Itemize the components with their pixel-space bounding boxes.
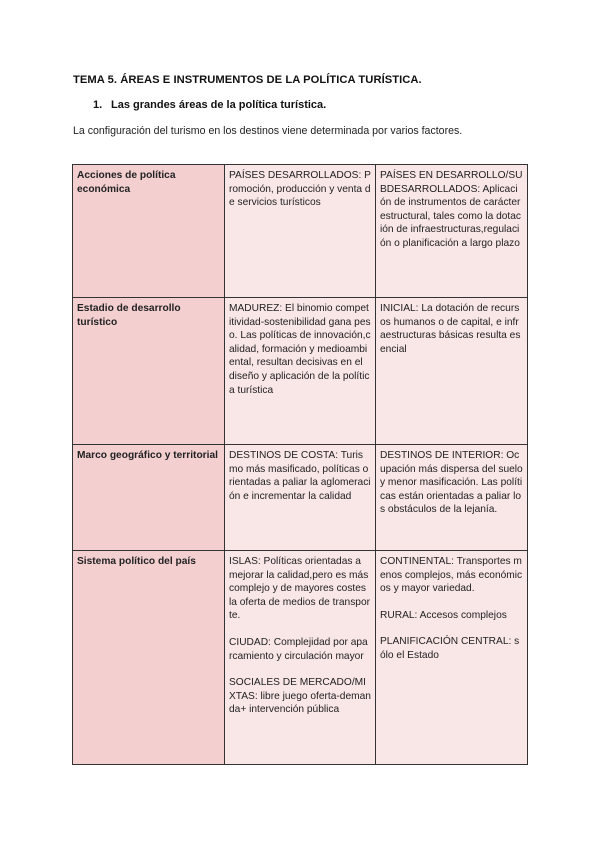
cell-text: PAÍSES DESARROLLADOS: Promoción, producción y venta de servicios turísticos xyxy=(229,170,371,209)
row-header: Estadio de desarrollo turístico xyxy=(73,298,225,445)
table-cell xyxy=(376,445,528,551)
cell-text: RURAL: Accesos complejos xyxy=(380,609,507,621)
table-cell xyxy=(225,165,376,298)
cell-text: CIUDAD: Complejidad por aparcamiento y circulación mayor xyxy=(229,636,368,662)
cell-text: CONTINENTAL: Transportes menos complejos, más económicos y mayor variedad. xyxy=(380,556,523,595)
row-header: Sistema político del país xyxy=(73,551,225,765)
cell-text: MADUREZ: El binomio competitividad-sostenibilidad gana peso. Las políticas de innovación,calidad, formación y medioambiental, resultan decisivas en el diseño y aplicación de la política turística xyxy=(229,303,371,396)
table-row xyxy=(73,445,528,551)
cell-text: PLANIFICACIÓN CENTRAL: sólo el Estado xyxy=(380,636,520,661)
table-row xyxy=(73,298,528,445)
cell-text: SOCIALES DE MERCADO/MIXTAS: libre juego oferta-demanda+ intervención pública xyxy=(229,677,371,716)
section-heading xyxy=(93,99,326,111)
cell-text: PAÍSES EN DESARROLLO/SUBDESARROLLADOS: Aplicación de instrumentos de carácter estructural, tales como la dotación de infraestructuras,regulación o planificación a largo plazo xyxy=(380,170,523,249)
table-cell xyxy=(225,551,376,765)
table-cell xyxy=(225,298,376,445)
row-header: Acciones de política económica xyxy=(73,165,225,298)
section-title: Las grandes áreas de la política turística. xyxy=(111,99,327,111)
intro-paragraph: La configuración del turismo en los destinos viene determinada por varios factores. xyxy=(73,125,463,137)
row-header: Marco geográfico y territorial xyxy=(73,445,225,551)
table-cell xyxy=(225,445,376,551)
table-row xyxy=(73,551,528,765)
cell-text: DESTINOS DE INTERIOR: Ocupación más dispersa del suelo y menor masificación. Las políticas están orientadas a paliar los obstáculos de la lejanía. xyxy=(380,450,523,516)
cell-text: ISLAS: Políticas orientadas a mejorar la calidad,pero es más complejo y de mayores costes la oferta de medios de transporte. xyxy=(229,556,371,622)
cell-text: INICIAL: La dotación de recursos humanos o de capital, e infraestructuras básicas resulta esencial xyxy=(380,303,521,355)
cell-text: DESTINOS DE COSTA: Turismo más masificado, políticas orientadas a paliar la aglomeración e incrementar la calidad xyxy=(229,450,371,502)
policy-areas-table xyxy=(72,164,528,765)
section-number: 1. xyxy=(93,99,103,111)
table-cell xyxy=(376,165,528,298)
table-cell xyxy=(376,298,528,445)
table-cell xyxy=(376,551,528,765)
table-row xyxy=(73,165,528,298)
document-title: TEMA 5. ÁREAS E INSTRUMENTOS DE LA POLÍTICA TURÍSTICA. xyxy=(73,74,422,86)
